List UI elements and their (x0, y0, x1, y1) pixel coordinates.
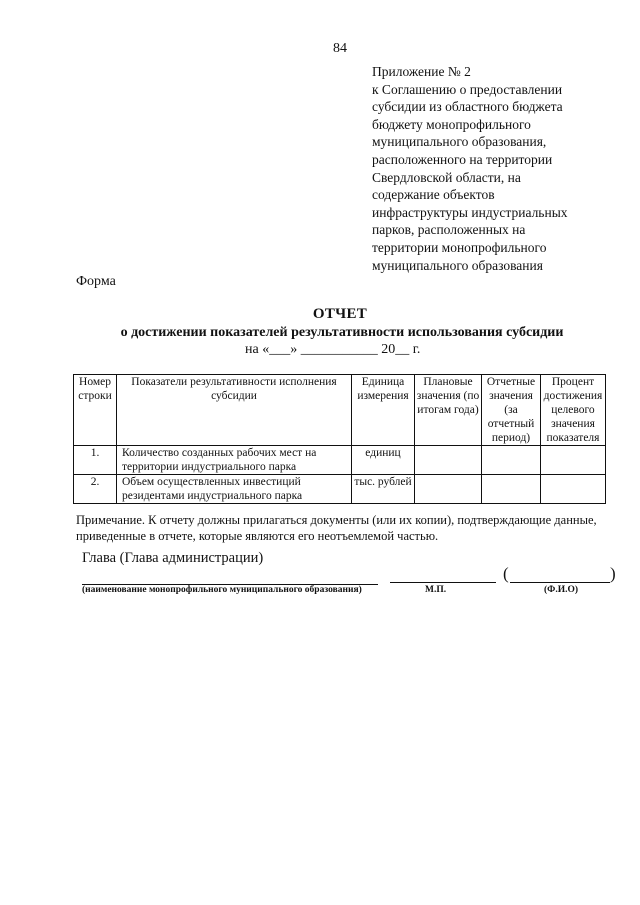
cell-actual (482, 446, 541, 475)
header-planned: Плановые значения (по итогам года) (415, 375, 482, 446)
appendix-line: муниципального образования, (372, 134, 547, 150)
appendix-block (372, 63, 612, 274)
page-number: 84 (333, 41, 347, 56)
full-name-line (510, 582, 610, 583)
cell-indicator: Объем осуществленных инвестиций резидентами индустриального парка (117, 475, 352, 504)
appendix-line: Приложение № 2 (372, 64, 471, 79)
cell-indicator: Количество созданных рабочих мест на территории индустриального парка (117, 446, 352, 475)
header-row-number: Номер строки (74, 375, 117, 446)
name-paren-close: ) (610, 564, 616, 583)
head-label: Глава (Глава администрации) (82, 550, 264, 566)
appendix-line: бюджету монопрофильного (372, 116, 531, 132)
appendix-line: к Соглашению о предоставлении (372, 81, 563, 97)
appendix-line: муниципального образования (372, 257, 543, 273)
table-header-row (74, 375, 606, 446)
cell-unit: тыс. рублей (352, 475, 415, 504)
cell-planned (415, 446, 482, 475)
header-actual: Отчетные значения (за отчетный период) (482, 375, 541, 446)
report-title: ОТЧЕТ (312, 306, 368, 322)
form-label: Форма (76, 274, 116, 289)
appendix-line: содержание объектов (372, 187, 495, 203)
cell-planned (415, 475, 482, 504)
header-unit: Единица измерения (352, 375, 415, 446)
appendix-line: расположенного на территории (372, 151, 553, 167)
appendix-line: Свердловской области, на (372, 169, 521, 185)
name-paren-open: ( (503, 564, 509, 583)
appendix-line: парков, расположенных на (372, 222, 526, 238)
cell-percent (541, 475, 606, 504)
table-row (74, 475, 606, 504)
cell-actual (482, 475, 541, 504)
stamp-caption: М.П. (425, 585, 447, 595)
municipality-caption: (наименование монопрофильного муниципального образования) (82, 585, 362, 595)
stamp-line (390, 582, 496, 583)
indicators-table (73, 374, 606, 504)
cell-row-number: 2. (74, 475, 117, 504)
header-indicator: Показатели результативности исполнения субсидии (117, 375, 352, 446)
appendix-line: территории монопрофильного (372, 239, 547, 255)
appendix-line: инфраструктуры индустриальных (372, 204, 568, 220)
report-subtitle: о достижении показателей результативности использования субсидии (120, 325, 564, 340)
cell-row-number: 1. (74, 446, 117, 475)
header-percent: Процент достижения целевого значения показателя (541, 375, 606, 446)
note-text: Примечание. К отчету должны прилагаться документы (или их копии), подтверждающие данные, приведенные в отчете, которые являются его неотъемлемой частью. (76, 513, 597, 543)
cell-unit: единиц (352, 446, 415, 475)
table-row (74, 446, 606, 475)
cell-percent (541, 446, 606, 475)
name-caption: (Ф.И.О) (544, 585, 579, 595)
appendix-line: субсидии из областного бюджета (372, 99, 563, 115)
report-date-line: на «___» ___________ 20__ г. (245, 342, 421, 357)
